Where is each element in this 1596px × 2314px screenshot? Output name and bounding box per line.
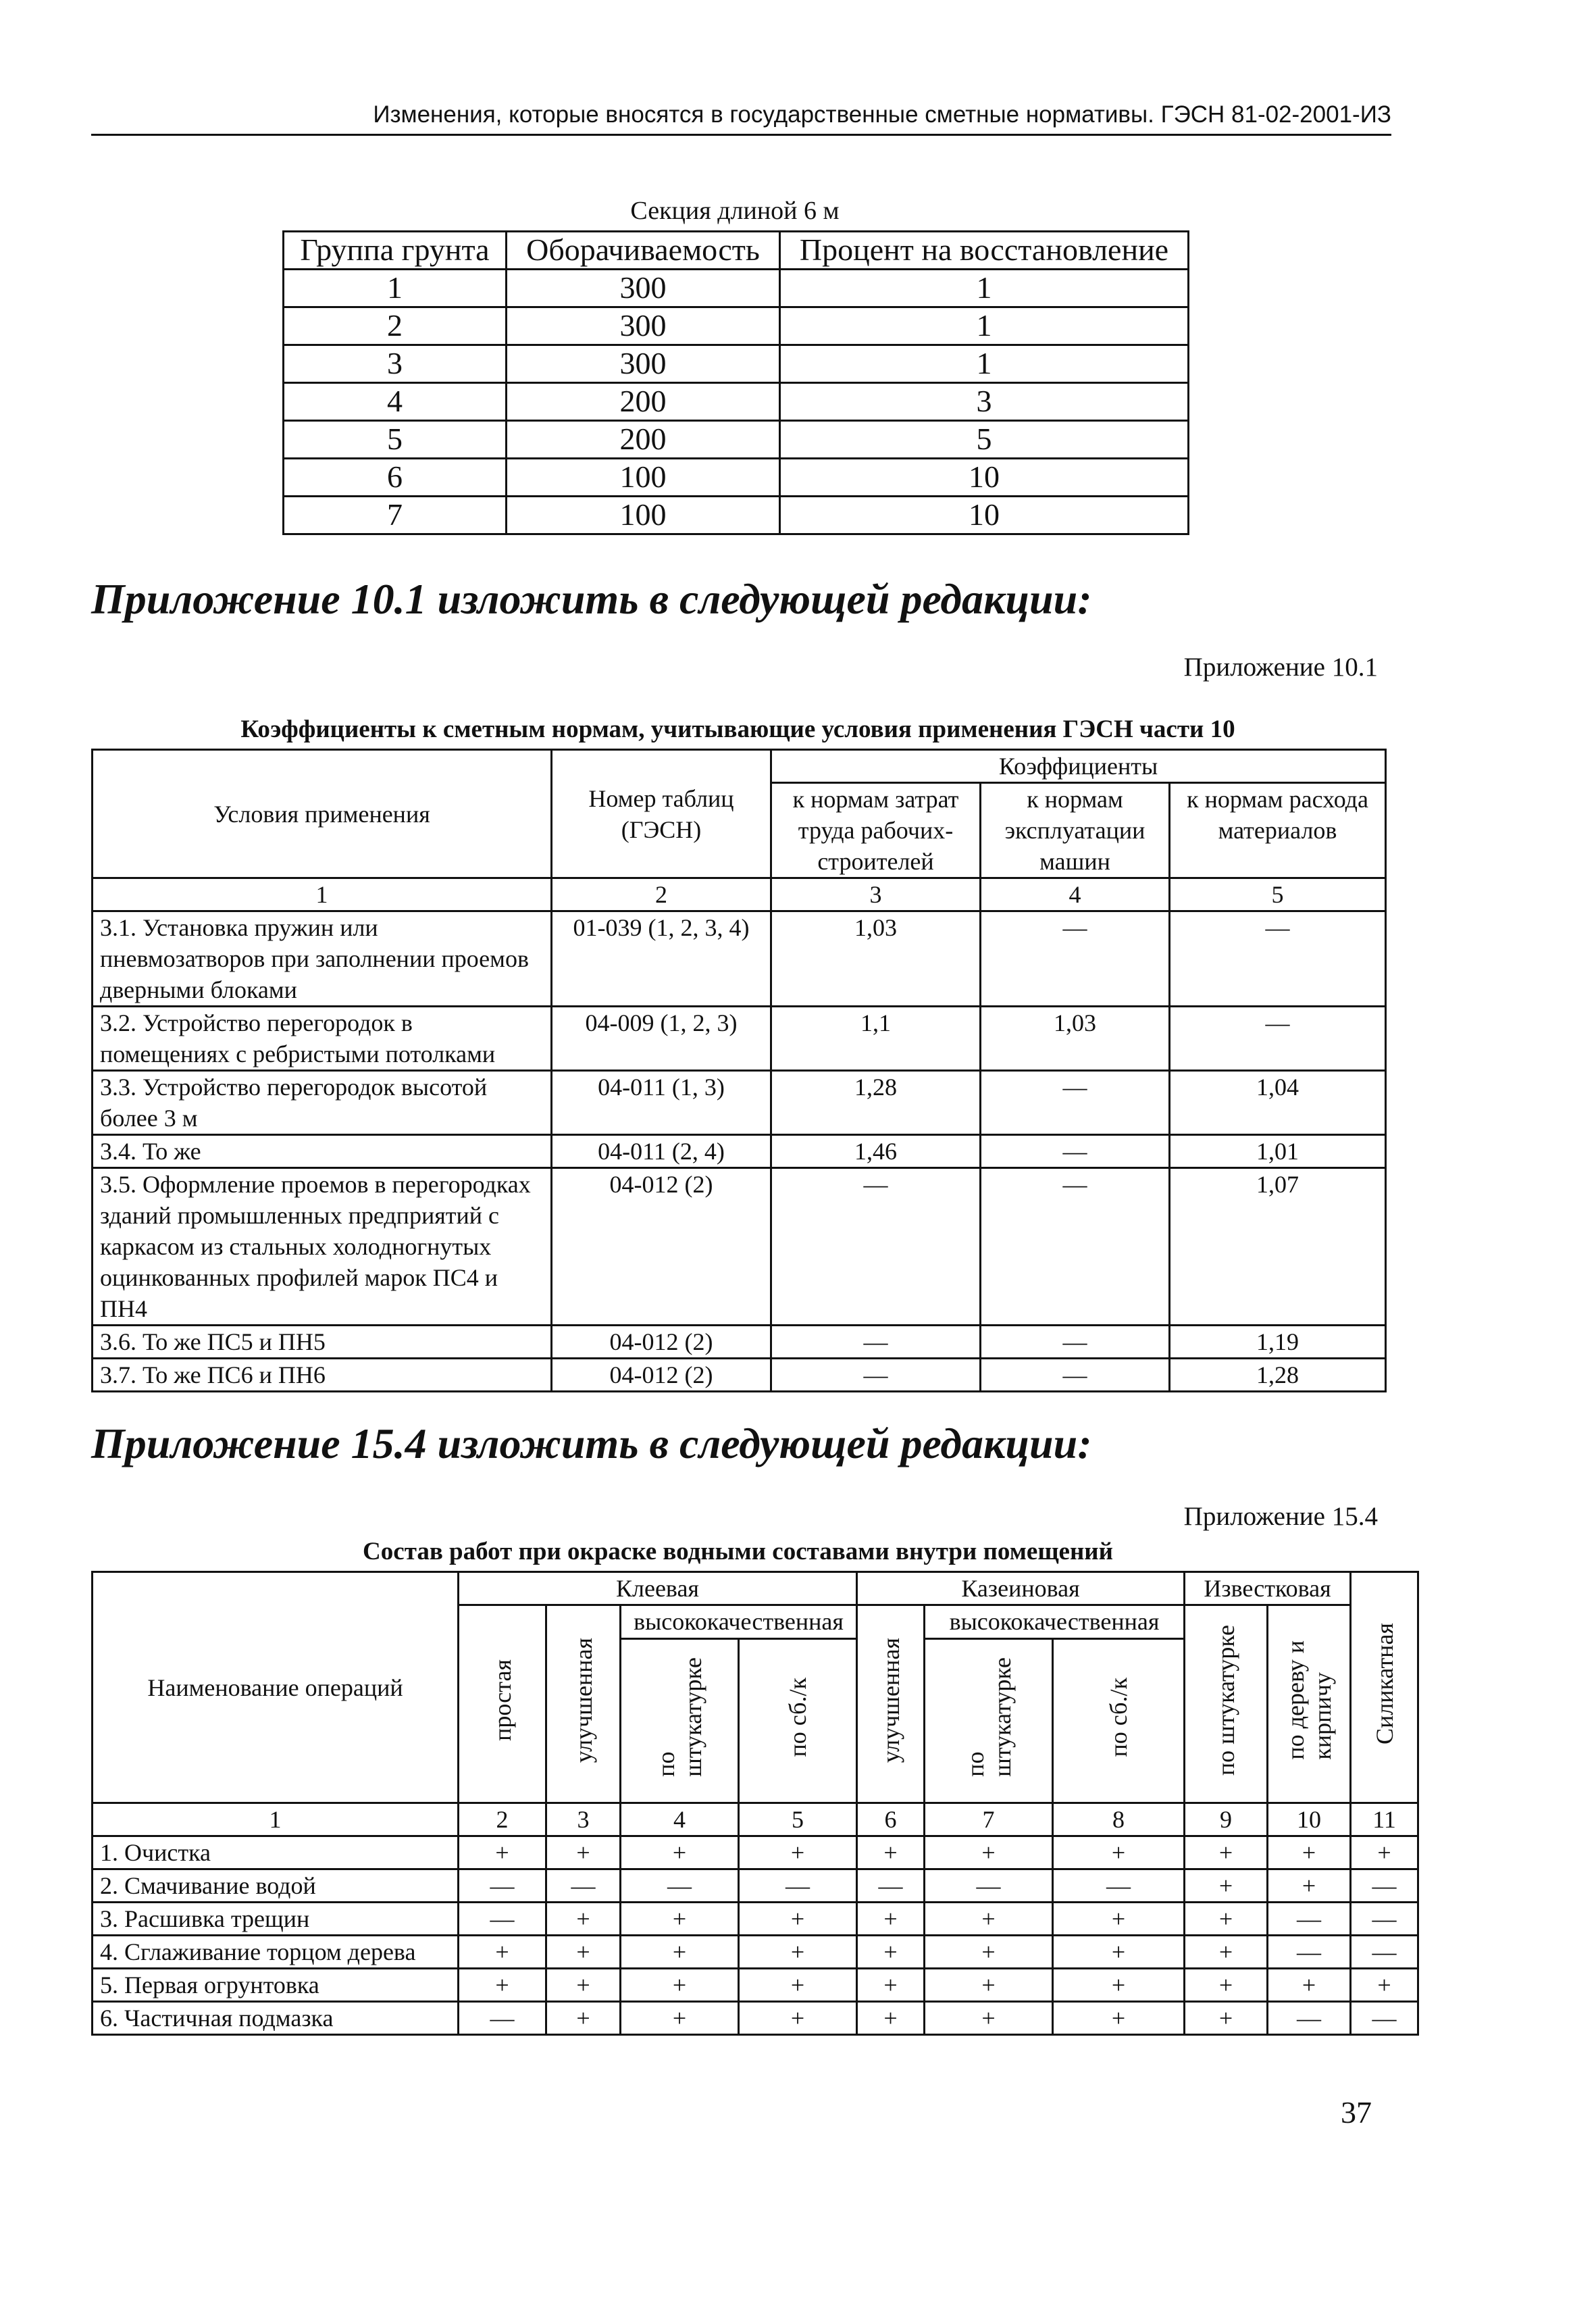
mark-cell: + — [857, 1969, 925, 2002]
mark-cell: + — [925, 1936, 1053, 1969]
mark-cell: + — [1268, 1836, 1351, 1869]
cell: 3 — [780, 383, 1189, 421]
mark-cell: — — [1351, 1869, 1418, 1903]
appendix-label-15-4: Приложение 15.4 — [1183, 1502, 1378, 1531]
cell: 1 — [780, 307, 1189, 345]
header-casein-improved: улучшенная — [877, 1637, 904, 1763]
header-operations: Наименование операций — [93, 1572, 459, 1803]
cell: 4 — [284, 383, 507, 421]
header-silicate: Силикатная — [1370, 1622, 1398, 1745]
labor-cell: 1,03 — [771, 911, 981, 1007]
mark-cell: + — [1053, 2002, 1185, 2035]
header-simple: простая — [488, 1659, 516, 1741]
labor-cell: 1,28 — [771, 1071, 981, 1135]
mark-cell: + — [1268, 1969, 1351, 2002]
mark-cell: + — [925, 2002, 1053, 2035]
table-row — [284, 383, 1189, 421]
machines-cell: — — [981, 1326, 1170, 1359]
materials-cell: 1,28 — [1170, 1359, 1386, 1392]
operation-name-cell: 2. Смачивание водой — [93, 1869, 459, 1903]
mark-cell: + — [857, 2002, 925, 2035]
soil-group-table — [282, 230, 1189, 535]
running-header: Изменения, которые вносятся в государственные сметные нормативы. ГЭСН 81-02-2001-ИЗ — [91, 101, 1391, 136]
col-number: 4 — [621, 1803, 739, 1836]
header-labor: к нормам затрат труда рабочих-строителей — [771, 783, 981, 878]
cell: 200 — [507, 383, 780, 421]
table-number-cell: 04-009 (1, 2, 3) — [552, 1007, 771, 1071]
operation-name-cell: 5. Первая огрунтовка — [93, 1969, 459, 2002]
header-glue-gypsum: по сб./к — [784, 1677, 811, 1757]
col-number: 5 — [1170, 878, 1386, 911]
cell: 300 — [507, 345, 780, 383]
mark-cell: + — [857, 1836, 925, 1869]
mark-cell: + — [739, 1903, 857, 1936]
cell: 200 — [507, 421, 780, 459]
mark-cell: + — [857, 1936, 925, 1969]
condition-cell: 3.6. То же ПС5 и ПН5 — [93, 1326, 552, 1359]
header-conditions: Условия применения — [93, 750, 552, 878]
mark-cell: + — [1351, 1836, 1418, 1869]
mark-cell: + — [1053, 1836, 1185, 1869]
mark-cell: — — [1053, 1869, 1185, 1903]
table-row — [284, 270, 1189, 307]
mark-cell: + — [459, 1936, 546, 1969]
header-casein-gypsum: по сб./к — [1105, 1677, 1133, 1757]
cell: 5 — [780, 421, 1189, 459]
coefficients-table — [91, 749, 1387, 1392]
condition-cell: 3.1. Установка пружин или пневмозатворов при заполнении проемов дверными блоками — [93, 911, 552, 1007]
mark-cell: + — [546, 1903, 621, 1936]
mark-cell: + — [621, 1903, 739, 1936]
materials-cell: 1,07 — [1170, 1168, 1386, 1326]
operation-name-cell: 6. Частичная подмазка — [93, 2002, 459, 2035]
cell: 300 — [507, 307, 780, 345]
mark-cell: + — [739, 1836, 857, 1869]
cell: 100 — [507, 497, 780, 534]
mark-cell: + — [1185, 1836, 1268, 1869]
mark-cell: — — [857, 1869, 925, 1903]
condition-cell: 3.5. Оформление проемов в перегородках зданий промышленных предприятий с каркасом из стальных холодногнутых оцинкованных профилей марок ПС4 и ПН4 — [93, 1168, 552, 1326]
materials-cell: 1,01 — [1170, 1135, 1386, 1168]
machines-cell: 1,03 — [981, 1007, 1170, 1071]
machines-cell: — — [981, 1135, 1170, 1168]
labor-cell: — — [771, 1359, 981, 1392]
table-row — [284, 307, 1189, 345]
cell: 1 — [780, 345, 1189, 383]
mark-cell: + — [1185, 1903, 1268, 1936]
header-machines: к нормам эксплуатации машин — [981, 783, 1170, 878]
header-glue-plaster: по штукатурке — [652, 1657, 706, 1777]
mark-cell: — — [459, 1869, 546, 1903]
cell: 10 — [780, 497, 1189, 534]
col-number: 7 — [925, 1803, 1053, 1836]
header-turnover: Оборачиваемость — [507, 232, 780, 270]
table-row — [93, 1836, 1418, 1869]
table3-caption: Состав работ при окраске водными составами внутри помещений — [363, 1538, 1113, 1565]
table2-caption: Коэффициенты к сметным нормам, учитывающие условия применения ГЭСН части 10 — [240, 715, 1235, 743]
col-number: 4 — [981, 878, 1170, 911]
mark-cell: + — [925, 1903, 1053, 1936]
operation-name-cell: 3. Расшивка трещин — [93, 1903, 459, 1936]
mark-cell: + — [1268, 1869, 1351, 1903]
cell: 5 — [284, 421, 507, 459]
mark-cell: + — [546, 1836, 621, 1869]
header-lime-plaster: по штукатурке — [1212, 1624, 1240, 1776]
machines-cell: — — [981, 911, 1170, 1007]
col-number: 2 — [552, 878, 771, 911]
mark-cell: + — [621, 1969, 739, 2002]
labor-cell: — — [771, 1326, 981, 1359]
col-number: 9 — [1185, 1803, 1268, 1836]
table-row — [93, 1071, 1386, 1135]
condition-cell: 3.4. То же — [93, 1135, 552, 1168]
table-number-cell: 04-012 (2) — [552, 1168, 771, 1326]
header-coefficients: Коэффициенты — [771, 750, 1386, 783]
cell: 3 — [284, 345, 507, 383]
mark-cell: + — [925, 1836, 1053, 1869]
appendix-label-10-1: Приложение 10.1 — [1183, 653, 1378, 682]
table-number-cell: 04-011 (1, 3) — [552, 1071, 771, 1135]
mark-cell: + — [459, 1836, 546, 1869]
col-number: 6 — [857, 1803, 925, 1836]
condition-cell: 3.2. Устройство перегородок в помещениях с ребристыми потолками — [93, 1007, 552, 1071]
cell: 10 — [780, 459, 1189, 497]
header-materials: к нормам расхода материалов — [1170, 783, 1386, 878]
materials-cell: — — [1170, 1007, 1386, 1071]
mark-cell: — — [1268, 1903, 1351, 1936]
mark-cell: — — [739, 1869, 857, 1903]
condition-cell: 3.7. То же ПС6 и ПН6 — [93, 1359, 552, 1392]
labor-cell: 1,46 — [771, 1135, 981, 1168]
table-row — [93, 1903, 1418, 1936]
header-casein-high-quality: высококачественная — [925, 1605, 1185, 1639]
col-number: 3 — [546, 1803, 621, 1836]
header-casein-plaster: по штукатурке — [961, 1657, 1016, 1777]
mark-cell: + — [546, 1936, 621, 1969]
mark-cell: + — [857, 1903, 925, 1936]
mark-cell: + — [739, 1969, 857, 2002]
materials-cell: 1,04 — [1170, 1071, 1386, 1135]
mark-cell: — — [459, 2002, 546, 2035]
materials-cell: — — [1170, 911, 1386, 1007]
mark-cell: + — [1053, 1969, 1185, 2002]
mark-cell: + — [739, 2002, 857, 2035]
mark-cell: + — [739, 1936, 857, 1969]
col-number: 10 — [1268, 1803, 1351, 1836]
table-row — [284, 345, 1189, 383]
col-number: 1 — [93, 1803, 459, 1836]
table1-caption: Секция длиной 6 м — [630, 197, 840, 225]
table-number-cell: 04-012 (2) — [552, 1359, 771, 1392]
col-number: 11 — [1351, 1803, 1418, 1836]
header-improved: улучшенная — [569, 1637, 597, 1763]
header-glue-high-quality: высококачественная — [621, 1605, 857, 1639]
page-number: 37 — [1341, 2095, 1372, 2130]
mark-cell: + — [1185, 1936, 1268, 1969]
mark-cell: — — [459, 1903, 546, 1936]
painting-works-table — [91, 1571, 1419, 2036]
mark-cell: — — [1351, 1936, 1418, 1969]
table-number-cell: 01-039 (1, 2, 3, 4) — [552, 911, 771, 1007]
table-row — [284, 459, 1189, 497]
table-row — [93, 1326, 1386, 1359]
table-row — [93, 911, 1386, 1007]
header-lime: Известковая — [1185, 1572, 1351, 1605]
mark-cell: + — [546, 2002, 621, 2035]
table-number-cell: 04-011 (2, 4) — [552, 1135, 771, 1168]
col-number: 1 — [93, 878, 552, 911]
machines-cell: — — [981, 1168, 1170, 1326]
mark-cell: + — [1053, 1936, 1185, 1969]
mark-cell: — — [925, 1869, 1053, 1903]
labor-cell: 1,1 — [771, 1007, 981, 1071]
mark-cell: + — [1185, 1969, 1268, 2002]
cell: 300 — [507, 270, 780, 307]
table-row — [93, 1007, 1386, 1071]
mark-cell: — — [546, 1869, 621, 1903]
condition-cell: 3.3. Устройство перегородок высотой более 3 м — [93, 1071, 552, 1135]
mark-cell: + — [621, 1936, 739, 1969]
table-row — [93, 1969, 1418, 2002]
table-row — [93, 1135, 1386, 1168]
header-wood-brick: по дереву и кирпичу — [1282, 1640, 1337, 1760]
mark-cell: — — [1351, 2002, 1418, 2035]
cell: 7 — [284, 497, 507, 534]
mark-cell: + — [546, 1969, 621, 2002]
table-row — [284, 497, 1189, 534]
mark-cell: + — [1351, 1969, 1418, 2002]
header-glue: Клеевая — [459, 1572, 857, 1605]
mark-cell: — — [621, 1869, 739, 1903]
mark-cell: + — [621, 2002, 739, 2035]
col-number: 8 — [1053, 1803, 1185, 1836]
mark-cell: + — [1053, 1903, 1185, 1936]
mark-cell: + — [621, 1836, 739, 1869]
mark-cell: + — [925, 1969, 1053, 2002]
mark-cell: — — [1351, 1903, 1418, 1936]
materials-cell: 1,19 — [1170, 1326, 1386, 1359]
col-number: 3 — [771, 878, 981, 911]
section-heading-10-1: Приложение 10.1 изложить в следующей редакции: — [91, 575, 1092, 623]
col-number: 2 — [459, 1803, 546, 1836]
operation-name-cell: 4. Сглаживание торцом дерева — [93, 1936, 459, 1969]
header-soil-group: Группа грунта — [284, 232, 507, 270]
cell: 6 — [284, 459, 507, 497]
table-row — [93, 1359, 1386, 1392]
mark-cell: — — [1268, 2002, 1351, 2035]
table-row — [93, 1869, 1418, 1903]
table-row — [93, 1168, 1386, 1326]
mark-cell: + — [1185, 2002, 1268, 2035]
cell: 1 — [284, 270, 507, 307]
operation-name-cell: 1. Очистка — [93, 1836, 459, 1869]
table-row — [284, 421, 1189, 459]
header-restore-percent: Процент на восстановление — [780, 232, 1189, 270]
labor-cell: — — [771, 1168, 981, 1326]
cell: 100 — [507, 459, 780, 497]
cell: 1 — [780, 270, 1189, 307]
section-heading-15-4: Приложение 15.4 изложить в следующей редакции: — [91, 1419, 1092, 1467]
header-casein: Казеиновая — [857, 1572, 1185, 1605]
table-row — [93, 2002, 1418, 2035]
table-number-cell: 04-012 (2) — [552, 1326, 771, 1359]
cell: 2 — [284, 307, 507, 345]
header-table-number: Номер таблиц (ГЭСН) — [552, 750, 771, 878]
table-row — [93, 1936, 1418, 1969]
col-number: 5 — [739, 1803, 857, 1836]
mark-cell: + — [459, 1969, 546, 2002]
machines-cell: — — [981, 1359, 1170, 1392]
mark-cell: — — [1268, 1936, 1351, 1969]
mark-cell: + — [1185, 1869, 1268, 1903]
machines-cell: — — [981, 1071, 1170, 1135]
